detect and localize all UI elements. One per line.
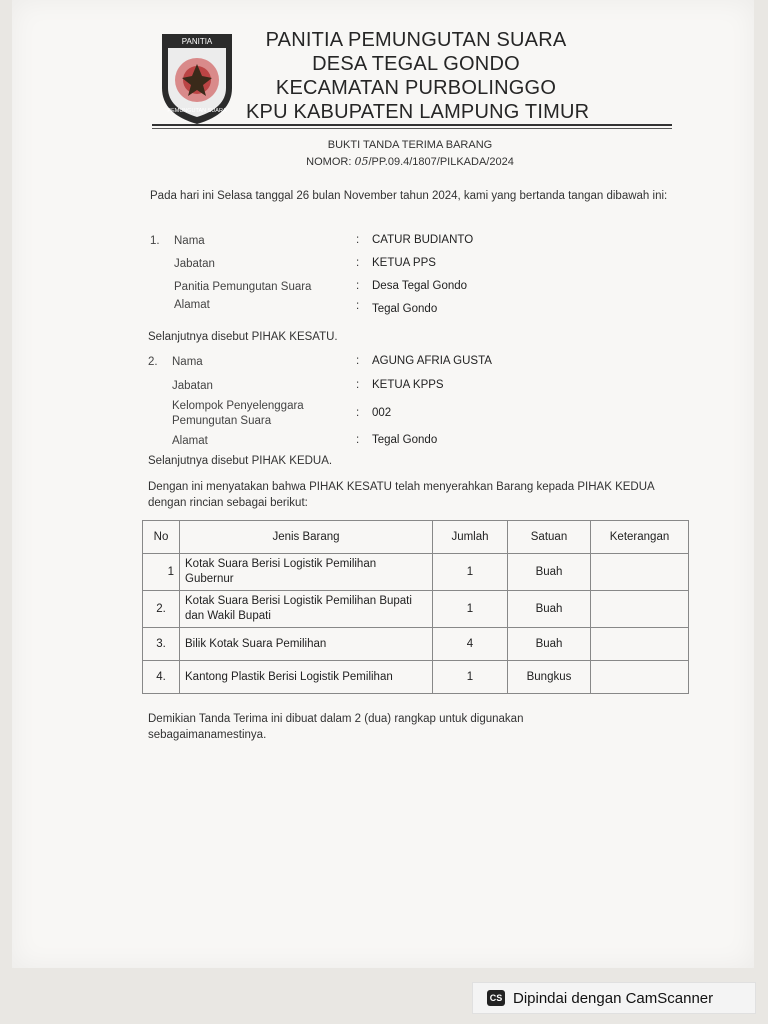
party1-unit-value: Desa Tegal Gondo bbox=[372, 280, 468, 292]
col-header-jenis: Jenis Barang bbox=[180, 521, 433, 554]
letterhead-line-3: KECAMATAN PURBOLINGGO bbox=[275, 77, 557, 99]
statement-paragraph: Dengan ini menyatakan bahwa PIHAK KESATU telah menyerahkan Barang kepada PIHAK KEDUA dengan rincian sebagai berikut: bbox=[148, 481, 655, 509]
document-title: BUKTI TANDA TERIMA BARANG bbox=[327, 139, 493, 151]
cell-jumlah: 1 bbox=[433, 661, 508, 694]
party2-jabatan-label: Jabatan bbox=[172, 380, 213, 392]
pps-logo-icon bbox=[156, 30, 238, 126]
colon: : bbox=[356, 407, 360, 419]
party1-unit-label: Panitia Pemungutan Suara bbox=[174, 281, 312, 293]
cell-satuan: Buah bbox=[508, 554, 591, 591]
cell-no: 1 bbox=[143, 554, 180, 591]
party2-nama-value: AGUNG AFRIA GUSTA bbox=[372, 355, 492, 367]
cell-satuan: Buah bbox=[508, 628, 591, 661]
camscanner-text: Dipindai dengan CamScanner bbox=[513, 989, 714, 1007]
party2-jabatan-value: KETUA KPPS bbox=[372, 379, 444, 391]
col-header-no: No bbox=[143, 521, 180, 554]
party2-closing: Selanjutnya disebut PIHAK KEDUA. bbox=[148, 455, 333, 467]
party2-unit-value: 002 bbox=[372, 407, 392, 419]
party2-nama-label: Nama bbox=[172, 356, 203, 368]
cell-jenis: Kotak Suara Berisi Logistik Pemilihan Gubernur bbox=[180, 554, 433, 591]
cell-jenis: Kotak Suara Berisi Logistik Pemilihan Bupati dan Wakil Bupati bbox=[180, 591, 433, 628]
table-row bbox=[143, 628, 689, 661]
cell-no: 2. bbox=[143, 591, 180, 628]
letterhead-line-2: DESA TEGAL GONDO bbox=[312, 53, 520, 75]
cell-jumlah: 1 bbox=[433, 591, 508, 628]
cell-satuan: Buah bbox=[508, 591, 591, 628]
party1-number: 1. bbox=[150, 235, 160, 247]
logo-text-top: PANITIA bbox=[181, 37, 213, 46]
camscanner-icon: CS bbox=[487, 990, 505, 1006]
table-row bbox=[143, 554, 689, 591]
party1-nama-value: CATUR BUDIANTO bbox=[372, 234, 474, 246]
party1-jabatan-value: KETUA PPS bbox=[372, 257, 436, 269]
intro-paragraph: Pada hari ini Selasa tanggal 26 bulan November tahun 2024, kami yang bertanda tangan dibawah ini: bbox=[150, 190, 668, 202]
closing-paragraph: Demikian Tanda Terima ini dibuat dalam 2 (dua) rangkap untuk digunakan sebagaimanamestinya. bbox=[148, 713, 524, 741]
cell-no: 4. bbox=[143, 661, 180, 694]
party2-alamat-value: Tegal Gondo bbox=[372, 434, 438, 446]
party2-unit-label-2: Pemungutan Suara bbox=[172, 415, 272, 427]
document-number: NOMOR: 05/PP.09.4/1807/PILKADA/2024 bbox=[306, 155, 514, 168]
cell-jumlah: 4 bbox=[433, 628, 508, 661]
colon: : bbox=[356, 434, 360, 446]
colon: : bbox=[356, 300, 360, 312]
cell-keterangan bbox=[591, 554, 689, 591]
cell-satuan: Bungkus bbox=[508, 661, 591, 694]
party2-number: 2. bbox=[148, 356, 158, 368]
party1-jabatan-label: Jabatan bbox=[174, 258, 215, 270]
letterhead bbox=[246, 28, 590, 124]
cell-no: 3. bbox=[143, 628, 180, 661]
cell-keterangan bbox=[591, 661, 689, 694]
col-header-jumlah: Jumlah bbox=[433, 521, 508, 554]
table-row bbox=[143, 661, 689, 694]
colon: : bbox=[356, 280, 360, 292]
party1-alamat-value: Tegal Gondo bbox=[372, 303, 438, 315]
letterhead-rule-thin bbox=[152, 128, 672, 129]
items-table bbox=[142, 520, 689, 694]
cell-keterangan bbox=[591, 591, 689, 628]
cell-jenis: Kantong Plastik Berisi Logistik Pemilihan bbox=[180, 661, 433, 694]
party1-nama-label: Nama bbox=[174, 235, 205, 247]
letterhead-line-4: KPU KABUPATEN LAMPUNG TIMUR bbox=[246, 101, 590, 123]
table-row bbox=[143, 591, 689, 628]
party1-closing: Selanjutnya disebut PIHAK KESATU. bbox=[148, 331, 338, 343]
party1-alamat-label: Alamat bbox=[174, 299, 210, 311]
table-header-row bbox=[143, 521, 689, 554]
party2-alamat-label: Alamat bbox=[172, 435, 208, 447]
party2-unit-label-1: Kelompok Penyelenggara bbox=[172, 400, 304, 412]
cell-jumlah: 1 bbox=[433, 554, 508, 591]
colon: : bbox=[356, 234, 360, 246]
col-header-satuan: Satuan bbox=[508, 521, 591, 554]
letterhead-line-1: PANITIA PEMUNGUTAN SUARA bbox=[265, 29, 567, 51]
colon: : bbox=[356, 379, 360, 391]
camscanner-badge bbox=[472, 982, 756, 1014]
handwritten-number: 05 bbox=[354, 155, 369, 168]
logo-text-bottom: PEMUNGUTAN SUARA bbox=[167, 108, 227, 114]
colon: : bbox=[356, 257, 360, 269]
cell-jenis: Bilik Kotak Suara Pemilihan bbox=[180, 628, 433, 661]
cell-keterangan bbox=[591, 628, 689, 661]
col-header-keterangan: Keterangan bbox=[591, 521, 689, 554]
colon: : bbox=[356, 355, 360, 367]
letterhead-rule bbox=[152, 124, 672, 126]
